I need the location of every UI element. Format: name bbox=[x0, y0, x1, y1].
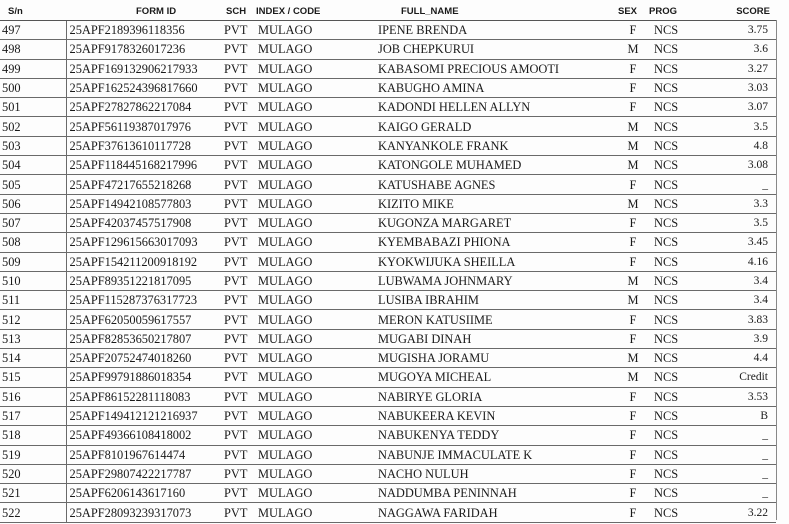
cell-full-name: NAGGAWA FARIDAH bbox=[369, 503, 618, 522]
cell-form-id: 25APF28093239317073 bbox=[66, 503, 224, 522]
cell-prog: NCS bbox=[648, 445, 705, 464]
cell-full-name: NADDUMBA PENINNAH bbox=[369, 484, 618, 503]
cell-sex: M bbox=[618, 40, 648, 59]
table-row bbox=[0, 426, 776, 445]
cell-index-code: MULAGO bbox=[254, 368, 369, 387]
cell-score: 3.4 bbox=[705, 291, 776, 310]
cell-sex: F bbox=[618, 406, 648, 425]
cell-score: 3.3 bbox=[705, 194, 776, 213]
cell-index-code: MULAGO bbox=[254, 21, 369, 40]
cell-form-id: 25APF27827862217084 bbox=[66, 98, 224, 117]
cell-full-name: LUBWAMA JOHNMARY bbox=[369, 271, 618, 290]
cell-form-id: 25APF82853650217807 bbox=[66, 329, 224, 348]
cell-full-name: NABUKENYA TEDDY bbox=[369, 426, 618, 445]
cell-score: 4.4 bbox=[705, 349, 776, 368]
cell-score: 4.8 bbox=[705, 136, 776, 155]
cell-sn: 498 bbox=[0, 40, 66, 59]
cell-full-name: NACHO NULUH bbox=[369, 464, 618, 483]
cell-prog: NCS bbox=[648, 387, 705, 406]
cell-full-name: KYOKWIJUKA SHEILLA bbox=[369, 252, 618, 271]
cell-prog: NCS bbox=[648, 503, 705, 522]
header-prog: PROG bbox=[648, 3, 705, 21]
cell-prog: NCS bbox=[648, 233, 705, 252]
cell-form-id: 25APF2189396118356 bbox=[66, 21, 224, 40]
cell-index-code: MULAGO bbox=[254, 213, 369, 232]
cell-index-code: MULAGO bbox=[254, 426, 369, 445]
cell-sn: 519 bbox=[0, 445, 66, 464]
table-row bbox=[0, 445, 776, 464]
cell-sch: PVT bbox=[224, 117, 254, 136]
header-row bbox=[0, 3, 776, 21]
cell-sch: PVT bbox=[224, 387, 254, 406]
cell-prog: NCS bbox=[648, 175, 705, 194]
cell-sch: PVT bbox=[224, 464, 254, 483]
cell-index-code: MULAGO bbox=[254, 78, 369, 97]
cell-sch: PVT bbox=[224, 484, 254, 503]
cell-prog: NCS bbox=[648, 271, 705, 290]
cell-score: _ bbox=[705, 426, 776, 445]
cell-sn: 507 bbox=[0, 213, 66, 232]
cell-index-code: MULAGO bbox=[254, 329, 369, 348]
cell-prog: NCS bbox=[648, 310, 705, 329]
cell-score: 3.5 bbox=[705, 213, 776, 232]
cell-sch: PVT bbox=[224, 78, 254, 97]
cell-sn: 505 bbox=[0, 175, 66, 194]
cell-sch: PVT bbox=[224, 503, 254, 522]
cell-score: 3.83 bbox=[705, 310, 776, 329]
cell-sex: M bbox=[618, 291, 648, 310]
cell-sch: PVT bbox=[224, 252, 254, 271]
cell-prog: NCS bbox=[648, 406, 705, 425]
cell-sn: 504 bbox=[0, 156, 66, 175]
cell-index-code: MULAGO bbox=[254, 387, 369, 406]
table-row bbox=[0, 368, 776, 387]
cell-full-name: KUGONZA MARGARET bbox=[369, 213, 618, 232]
cell-full-name: KANYANKOLE FRANK bbox=[369, 136, 618, 155]
cell-form-id: 25APF9178326017236 bbox=[66, 40, 224, 59]
cell-full-name: MUGABI DINAH bbox=[369, 329, 618, 348]
cell-sn: 520 bbox=[0, 464, 66, 483]
cell-form-id: 25APF169132906217933 bbox=[66, 59, 224, 78]
cell-sex: F bbox=[618, 310, 648, 329]
header-score: SCORE bbox=[705, 3, 776, 21]
cell-sex: F bbox=[618, 464, 648, 483]
cell-score: _ bbox=[705, 484, 776, 503]
cell-sn: 516 bbox=[0, 387, 66, 406]
cell-sex: F bbox=[618, 329, 648, 348]
header-form-id: FORM ID bbox=[66, 3, 224, 21]
cell-score: 3.9 bbox=[705, 329, 776, 348]
cell-sex: F bbox=[618, 213, 648, 232]
header-sn: S/n bbox=[0, 3, 66, 21]
table-row bbox=[0, 136, 776, 155]
cell-sch: PVT bbox=[224, 98, 254, 117]
cell-full-name: LUSIBA IBRAHIM bbox=[369, 291, 618, 310]
cell-sex: F bbox=[618, 252, 648, 271]
cell-form-id: 25APF37613610117728 bbox=[66, 136, 224, 155]
cell-sn: 500 bbox=[0, 78, 66, 97]
cell-sn: 506 bbox=[0, 194, 66, 213]
cell-sn: 514 bbox=[0, 349, 66, 368]
cell-prog: NCS bbox=[648, 291, 705, 310]
cell-sex: M bbox=[618, 368, 648, 387]
cell-score: 3.08 bbox=[705, 156, 776, 175]
cell-index-code: MULAGO bbox=[254, 464, 369, 483]
cell-sn: 518 bbox=[0, 426, 66, 445]
header-full-name: FULL_NAME bbox=[369, 3, 618, 21]
cell-sn: 521 bbox=[0, 484, 66, 503]
cell-index-code: MULAGO bbox=[254, 406, 369, 425]
results-table bbox=[0, 3, 776, 523]
table-row bbox=[0, 175, 776, 194]
cell-prog: NCS bbox=[648, 464, 705, 483]
cell-prog: NCS bbox=[648, 59, 705, 78]
cell-form-id: 25APF47217655218268 bbox=[66, 175, 224, 194]
table-row bbox=[0, 233, 776, 252]
table-row bbox=[0, 387, 776, 406]
cell-sex: M bbox=[618, 117, 648, 136]
cell-index-code: MULAGO bbox=[254, 503, 369, 522]
cell-prog: NCS bbox=[648, 368, 705, 387]
cell-sex: F bbox=[618, 484, 648, 503]
table-row bbox=[0, 349, 776, 368]
table-row bbox=[0, 484, 776, 503]
cell-index-code: MULAGO bbox=[254, 484, 369, 503]
cell-prog: NCS bbox=[648, 426, 705, 445]
cell-prog: NCS bbox=[648, 156, 705, 175]
cell-sex: M bbox=[618, 194, 648, 213]
cell-score: 3.4 bbox=[705, 271, 776, 290]
cell-index-code: MULAGO bbox=[254, 156, 369, 175]
cell-sch: PVT bbox=[224, 175, 254, 194]
table-row bbox=[0, 464, 776, 483]
cell-sex: F bbox=[618, 21, 648, 40]
cell-sch: PVT bbox=[224, 406, 254, 425]
cell-form-id: 25APF14942108577803 bbox=[66, 194, 224, 213]
cell-score: _ bbox=[705, 445, 776, 464]
cell-sn: 499 bbox=[0, 59, 66, 78]
cell-full-name: JOB CHEPKURUI bbox=[369, 40, 618, 59]
cell-index-code: MULAGO bbox=[254, 194, 369, 213]
cell-full-name: MERON KATUSIIME bbox=[369, 310, 618, 329]
cell-score: 3.53 bbox=[705, 387, 776, 406]
cell-prog: NCS bbox=[648, 136, 705, 155]
cell-form-id: 25APF56119387017976 bbox=[66, 117, 224, 136]
table-header bbox=[0, 3, 776, 21]
cell-full-name: KATUSHABE AGNES bbox=[369, 175, 618, 194]
cell-prog: NCS bbox=[648, 78, 705, 97]
cell-form-id: 25APF149412121216937 bbox=[66, 406, 224, 425]
cell-full-name: NABUNJE IMMACULATE K bbox=[369, 445, 618, 464]
table-row bbox=[0, 213, 776, 232]
cell-sex: F bbox=[618, 59, 648, 78]
cell-sex: F bbox=[618, 387, 648, 406]
cell-sch: PVT bbox=[224, 59, 254, 78]
cell-form-id: 25APF129615663017093 bbox=[66, 233, 224, 252]
cell-sch: PVT bbox=[224, 445, 254, 464]
cell-form-id: 25APF118445168217996 bbox=[66, 156, 224, 175]
cell-sex: F bbox=[618, 98, 648, 117]
cell-index-code: MULAGO bbox=[254, 349, 369, 368]
cell-sex: M bbox=[618, 271, 648, 290]
cell-index-code: MULAGO bbox=[254, 98, 369, 117]
cell-sn: 497 bbox=[0, 21, 66, 40]
cell-sch: PVT bbox=[224, 213, 254, 232]
cell-full-name: KAIGO GERALD bbox=[369, 117, 618, 136]
cell-full-name: KABUGHO AMINA bbox=[369, 78, 618, 97]
cell-score: 3.03 bbox=[705, 78, 776, 97]
cell-full-name: IPENE BRENDA bbox=[369, 21, 618, 40]
cell-sch: PVT bbox=[224, 310, 254, 329]
cell-index-code: MULAGO bbox=[254, 59, 369, 78]
cell-sn: 508 bbox=[0, 233, 66, 252]
cell-score: _ bbox=[705, 464, 776, 483]
cell-form-id: 25APF49366108418002 bbox=[66, 426, 224, 445]
cell-prog: NCS bbox=[648, 194, 705, 213]
cell-score: 3.6 bbox=[705, 40, 776, 59]
cell-sch: PVT bbox=[224, 194, 254, 213]
cell-form-id: 25APF89351221817095 bbox=[66, 271, 224, 290]
cell-index-code: MULAGO bbox=[254, 175, 369, 194]
cell-score: _ bbox=[705, 175, 776, 194]
cell-sch: PVT bbox=[224, 329, 254, 348]
table-body bbox=[0, 21, 776, 523]
cell-full-name: KATONGOLE MUHAMED bbox=[369, 156, 618, 175]
cell-index-code: MULAGO bbox=[254, 117, 369, 136]
cell-form-id: 25APF20752474018260 bbox=[66, 349, 224, 368]
cell-sch: PVT bbox=[224, 233, 254, 252]
cell-full-name: KADONDI HELLEN ALLYN bbox=[369, 98, 618, 117]
cell-form-id: 25APF115287376317723 bbox=[66, 291, 224, 310]
cell-score: 3.07 bbox=[705, 98, 776, 117]
cell-sch: PVT bbox=[224, 291, 254, 310]
cell-prog: NCS bbox=[648, 484, 705, 503]
cell-sn: 512 bbox=[0, 310, 66, 329]
table-row bbox=[0, 291, 776, 310]
table-row bbox=[0, 310, 776, 329]
cell-sn: 510 bbox=[0, 271, 66, 290]
cell-sch: PVT bbox=[224, 156, 254, 175]
cell-score: 3.27 bbox=[705, 59, 776, 78]
header-index-code: INDEX / CODE bbox=[254, 3, 369, 21]
cell-sn: 502 bbox=[0, 117, 66, 136]
cell-sex: F bbox=[618, 445, 648, 464]
cell-prog: NCS bbox=[648, 329, 705, 348]
cell-form-id: 25APF162524396817660 bbox=[66, 78, 224, 97]
cell-full-name: MUGISHA JORAMU bbox=[369, 349, 618, 368]
table-row bbox=[0, 117, 776, 136]
table-row bbox=[0, 59, 776, 78]
table-row bbox=[0, 40, 776, 59]
table-row bbox=[0, 78, 776, 97]
cell-score: 3.75 bbox=[705, 21, 776, 40]
cell-sch: PVT bbox=[224, 136, 254, 155]
cell-form-id: 25APF42037457517908 bbox=[66, 213, 224, 232]
cell-index-code: MULAGO bbox=[254, 291, 369, 310]
cell-sch: PVT bbox=[224, 40, 254, 59]
table-row bbox=[0, 21, 776, 40]
header-sex: SEX bbox=[618, 3, 648, 21]
cell-index-code: MULAGO bbox=[254, 40, 369, 59]
table-right-border bbox=[776, 20, 777, 520]
table-row bbox=[0, 406, 776, 425]
cell-score: 4.16 bbox=[705, 252, 776, 271]
cell-prog: NCS bbox=[648, 40, 705, 59]
table-row bbox=[0, 252, 776, 271]
cell-sex: F bbox=[618, 175, 648, 194]
cell-sch: PVT bbox=[224, 271, 254, 290]
table-row bbox=[0, 329, 776, 348]
cell-score: B bbox=[705, 406, 776, 425]
cell-sn: 509 bbox=[0, 252, 66, 271]
cell-prog: NCS bbox=[648, 349, 705, 368]
cell-sch: PVT bbox=[224, 349, 254, 368]
cell-form-id: 25APF62050059617557 bbox=[66, 310, 224, 329]
cell-full-name: MUGOYA MICHEAL bbox=[369, 368, 618, 387]
cell-prog: NCS bbox=[648, 98, 705, 117]
cell-full-name: KYEMBABAZI PHIONA bbox=[369, 233, 618, 252]
cell-form-id: 25APF8101967614474 bbox=[66, 445, 224, 464]
cell-full-name: NABUKEERA KEVIN bbox=[369, 406, 618, 425]
cell-form-id: 25APF154211200918192 bbox=[66, 252, 224, 271]
cell-sch: PVT bbox=[224, 426, 254, 445]
cell-full-name: KABASOMI PRECIOUS AMOOTI bbox=[369, 59, 618, 78]
cell-index-code: MULAGO bbox=[254, 252, 369, 271]
cell-index-code: MULAGO bbox=[254, 310, 369, 329]
cell-full-name: NABIRYE GLORIA bbox=[369, 387, 618, 406]
cell-sex: F bbox=[618, 426, 648, 445]
cell-prog: NCS bbox=[648, 252, 705, 271]
cell-sn: 513 bbox=[0, 329, 66, 348]
cell-score: 3.5 bbox=[705, 117, 776, 136]
cell-sn: 517 bbox=[0, 406, 66, 425]
cell-sn: 503 bbox=[0, 136, 66, 155]
cell-sex: M bbox=[618, 156, 648, 175]
table-row bbox=[0, 156, 776, 175]
table-row bbox=[0, 271, 776, 290]
cell-sch: PVT bbox=[224, 368, 254, 387]
table-row bbox=[0, 194, 776, 213]
cell-prog: NCS bbox=[648, 117, 705, 136]
cell-index-code: MULAGO bbox=[254, 233, 369, 252]
cell-index-code: MULAGO bbox=[254, 271, 369, 290]
cell-sn: 515 bbox=[0, 368, 66, 387]
cell-score: 3.22 bbox=[705, 503, 776, 522]
cell-prog: NCS bbox=[648, 21, 705, 40]
cell-form-id: 25APF86152281118083 bbox=[66, 387, 224, 406]
cell-full-name: KIZITO MIKE bbox=[369, 194, 618, 213]
cell-sex: F bbox=[618, 78, 648, 97]
cell-sex: M bbox=[618, 136, 648, 155]
cell-sn: 511 bbox=[0, 291, 66, 310]
cell-score: Credit bbox=[705, 368, 776, 387]
cell-index-code: MULAGO bbox=[254, 136, 369, 155]
cell-index-code: MULAGO bbox=[254, 445, 369, 464]
cell-score: 3.45 bbox=[705, 233, 776, 252]
cell-sex: F bbox=[618, 503, 648, 522]
cell-prog: NCS bbox=[648, 213, 705, 232]
header-sch: SCH bbox=[224, 3, 254, 21]
cell-form-id: 25APF99791886018354 bbox=[66, 368, 224, 387]
cell-form-id: 25APF6206143617160 bbox=[66, 484, 224, 503]
cell-form-id: 25APF29807422217787 bbox=[66, 464, 224, 483]
cell-sn: 501 bbox=[0, 98, 66, 117]
table-row bbox=[0, 98, 776, 117]
table-row bbox=[0, 503, 776, 522]
cell-sch: PVT bbox=[224, 21, 254, 40]
cell-sex: M bbox=[618, 349, 648, 368]
cell-sex: F bbox=[618, 233, 648, 252]
cell-sn: 522 bbox=[0, 503, 66, 522]
